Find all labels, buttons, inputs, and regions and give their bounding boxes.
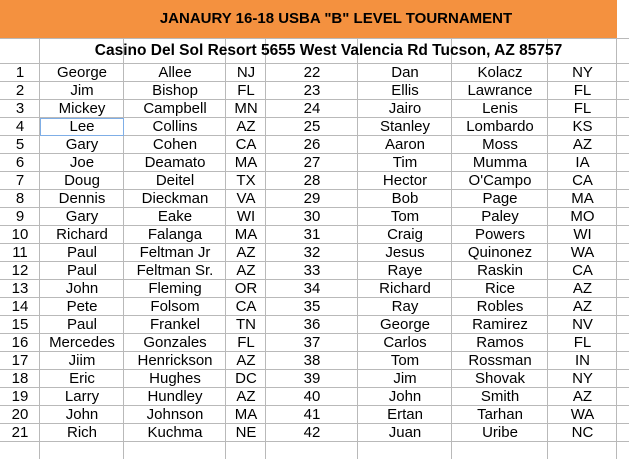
right-number-cell[interactable]: 33 (303, 262, 321, 279)
right-state-cell[interactable]: NC (571, 424, 594, 441)
right-number-cell[interactable]: 29 (303, 190, 321, 207)
header-fill-right[interactable] (548, 0, 617, 38)
right-number-cell[interactable]: 36 (303, 316, 321, 333)
left-state-cell[interactable]: MA (234, 154, 258, 171)
left-number-cell[interactable]: 18 (11, 370, 29, 387)
right-number-cell[interactable]: 34 (303, 280, 321, 297)
right-number-cell[interactable]: 26 (303, 136, 321, 153)
left-number-cell[interactable]: 4 (15, 118, 25, 135)
left-last-name-cell[interactable]: Feltman Jr (139, 244, 211, 261)
left-last-name-cell[interactable]: Hundley (147, 388, 203, 405)
left-state-cell[interactable]: MA (234, 226, 258, 243)
right-last-name-cell[interactable]: Rossman (468, 352, 532, 369)
left-first-name-cell[interactable]: Paul (66, 316, 98, 333)
left-number-cell[interactable]: 12 (11, 262, 29, 279)
left-last-name-cell[interactable]: Campbell (143, 100, 207, 117)
right-number-cell[interactable]: 42 (303, 424, 321, 441)
left-first-name-cell[interactable]: Lee (40, 118, 124, 136)
right-number-cell[interactable]: 31 (303, 226, 321, 243)
left-first-name-cell[interactable]: John (65, 406, 99, 423)
left-state-cell[interactable]: CA (235, 298, 257, 315)
left-state-cell[interactable]: AZ (236, 388, 256, 405)
tournament-title[interactable]: JANAURY 16-18 USBA "B" LEVEL TOURNAMENT (124, 0, 548, 38)
left-first-name-cell[interactable]: Jim (70, 82, 94, 99)
left-number-cell[interactable]: 5 (15, 136, 25, 153)
right-state-cell[interactable]: MA (571, 190, 594, 207)
right-number-cell[interactable]: 35 (303, 298, 321, 315)
left-first-name-cell[interactable]: Pete (66, 298, 98, 315)
right-last-name-cell[interactable]: Page (482, 190, 518, 207)
venue-address[interactable]: Casino Del Sol Resort 5655 West Valencia Rd Tucson, AZ 85757 (94, 42, 563, 59)
right-state-cell[interactable]: IA (575, 154, 590, 171)
left-number-cell[interactable]: 9 (15, 208, 25, 225)
right-number-cell[interactable]: 39 (303, 370, 321, 387)
right-last-name-cell[interactable]: Tarhan (477, 406, 523, 423)
left-state-cell[interactable]: CA (235, 136, 257, 153)
right-last-name-cell[interactable]: Robles (476, 298, 524, 315)
right-first-name-cell[interactable]: Richard (379, 280, 431, 297)
left-last-name-cell[interactable]: Kuchma (147, 424, 203, 441)
left-number-cell[interactable]: 2 (15, 82, 25, 99)
right-first-name-cell[interactable]: Tom (390, 208, 420, 225)
left-state-cell[interactable]: AZ (236, 262, 256, 279)
left-state-cell[interactable]: AZ (236, 118, 256, 135)
left-number-cell[interactable]: 11 (12, 244, 28, 261)
right-first-name-cell[interactable]: Bob (391, 190, 419, 207)
right-state-cell[interactable]: CA (572, 172, 593, 189)
right-first-name-cell[interactable]: Hector (382, 172, 428, 189)
right-state-cell[interactable]: FL (573, 334, 592, 351)
left-number-cell[interactable]: 13 (11, 280, 29, 297)
right-state-cell[interactable]: AZ (572, 280, 593, 297)
left-state-cell[interactable]: AZ (236, 352, 256, 369)
right-state-cell[interactable]: CA (572, 262, 593, 279)
left-state-cell[interactable]: FL (237, 82, 255, 99)
left-first-name-cell[interactable]: John (65, 280, 99, 297)
left-state-cell[interactable]: MA (234, 406, 258, 423)
right-last-name-cell[interactable]: Kolacz (477, 64, 523, 81)
right-last-name-cell[interactable]: Shovak (474, 370, 526, 387)
right-first-name-cell[interactable]: Ellis (391, 82, 419, 99)
left-last-name-cell[interactable]: Feltman Sr. (136, 262, 214, 279)
right-first-name-cell[interactable]: Jesus (385, 244, 425, 261)
right-last-name-cell[interactable]: Ramirez (472, 316, 528, 333)
right-last-name-cell[interactable]: Lombardo (466, 118, 534, 135)
right-number-cell[interactable]: 27 (303, 154, 321, 171)
left-first-name-cell[interactable]: Mercedes (49, 334, 115, 351)
left-number-cell[interactable]: 16 (11, 334, 29, 351)
left-state-cell[interactable]: AZ (236, 244, 256, 261)
left-last-name-cell[interactable]: Fleming (148, 280, 202, 297)
right-state-cell[interactable]: WA (570, 406, 595, 423)
left-first-name-cell[interactable]: Larry (64, 388, 100, 405)
left-last-name-cell[interactable]: Folsom (150, 298, 200, 315)
right-state-cell[interactable]: AZ (572, 136, 593, 153)
right-number-cell[interactable]: 28 (303, 172, 321, 189)
left-first-name-cell[interactable]: Joe (69, 154, 95, 171)
right-state-cell[interactable]: WI (573, 226, 592, 243)
right-last-name-cell[interactable]: Raskin (477, 262, 523, 279)
left-last-name-cell[interactable]: Gonzales (143, 334, 207, 351)
left-last-name-cell[interactable]: Frankel (149, 316, 201, 333)
left-number-cell[interactable]: 3 (15, 100, 25, 117)
left-first-name-cell[interactable]: Doug (64, 172, 100, 189)
right-first-name-cell[interactable]: Ray (391, 298, 419, 315)
left-first-name-cell[interactable]: Eric (69, 370, 95, 387)
right-last-name-cell[interactable]: Lenis (482, 100, 518, 117)
right-number-cell[interactable]: 40 (303, 388, 321, 405)
left-number-cell[interactable]: 1 (15, 64, 25, 81)
right-first-name-cell[interactable]: Tim (392, 154, 418, 171)
left-last-name-cell[interactable]: Eake (157, 208, 193, 225)
right-first-name-cell[interactable]: Raye (387, 262, 423, 279)
left-first-name-cell[interactable]: Mickey (58, 100, 106, 117)
left-first-name-cell[interactable]: Dennis (58, 190, 106, 207)
left-last-name-cell[interactable]: Johnson (146, 406, 204, 423)
left-number-cell[interactable]: 19 (11, 388, 29, 405)
right-last-name-cell[interactable]: Mumma (472, 154, 528, 171)
left-last-name-cell[interactable]: Bishop (152, 82, 198, 99)
right-last-name-cell[interactable]: Moss (482, 136, 518, 153)
left-state-cell[interactable]: MN (234, 100, 258, 117)
left-number-cell[interactable]: 7 (15, 172, 25, 189)
left-number-cell[interactable]: 20 (11, 406, 29, 423)
left-first-name-cell[interactable]: Paul (66, 262, 98, 279)
right-state-cell[interactable]: WA (570, 244, 595, 261)
right-number-cell[interactable]: 38 (303, 352, 321, 369)
right-first-name-cell[interactable]: Juan (388, 424, 422, 441)
right-first-name-cell[interactable]: Jairo (388, 100, 422, 117)
right-last-name-cell[interactable]: Rice (484, 280, 515, 297)
right-first-name-cell[interactable]: John (388, 388, 422, 405)
left-last-name-cell[interactable]: Hughes (149, 370, 201, 387)
left-state-cell[interactable]: FL (237, 334, 255, 351)
left-state-cell[interactable]: DC (235, 370, 257, 387)
left-number-cell[interactable]: 14 (11, 298, 29, 315)
left-number-cell[interactable]: 21 (11, 424, 29, 441)
right-number-cell[interactable]: 32 (303, 244, 321, 261)
left-first-name-cell[interactable]: Rich (66, 424, 97, 441)
left-first-name-cell[interactable]: Richard (56, 226, 108, 243)
left-state-cell[interactable]: TX (236, 172, 256, 189)
left-first-name-cell[interactable]: George (56, 64, 108, 81)
right-last-name-cell[interactable]: Lawrance (467, 82, 533, 99)
left-first-name-cell[interactable]: Jiim (68, 352, 96, 369)
right-first-name-cell[interactable]: Craig (387, 226, 423, 243)
right-state-cell[interactable]: AZ (572, 298, 593, 315)
right-last-name-cell[interactable]: O'Campo (468, 172, 532, 189)
right-last-name-cell[interactable]: Uribe (482, 424, 518, 441)
right-number-cell[interactable]: 37 (303, 334, 321, 351)
right-last-name-cell[interactable]: Paley (481, 208, 519, 225)
right-first-name-cell[interactable]: Dan (391, 64, 419, 81)
right-last-name-cell[interactable]: Ramos (476, 334, 524, 351)
right-last-name-cell[interactable]: Quinonez (467, 244, 533, 261)
right-number-cell[interactable]: 30 (303, 208, 321, 225)
right-first-name-cell[interactable]: George (379, 316, 431, 333)
left-state-cell[interactable]: NJ (236, 64, 256, 81)
left-number-cell[interactable]: 8 (15, 190, 25, 207)
right-state-cell[interactable]: IN (575, 352, 590, 369)
header-fill-left[interactable] (0, 0, 124, 38)
left-first-name-cell[interactable]: Gary (65, 208, 99, 225)
left-state-cell[interactable]: VA (236, 190, 256, 207)
left-last-name-cell[interactable]: Henrickson (137, 352, 213, 369)
left-state-cell[interactable]: TN (236, 316, 256, 333)
right-state-cell[interactable]: AZ (572, 388, 593, 405)
left-last-name-cell[interactable]: Collins (152, 118, 198, 135)
right-last-name-cell[interactable]: Smith (480, 388, 520, 405)
left-state-cell[interactable]: WI (236, 208, 256, 225)
right-number-cell[interactable]: 41 (303, 406, 321, 423)
right-last-name-cell[interactable]: Powers (474, 226, 526, 243)
left-last-name-cell[interactable]: Falanga (147, 226, 203, 243)
right-state-cell[interactable]: KS (572, 118, 593, 135)
left-last-name-cell[interactable]: Allee (158, 64, 192, 81)
left-state-cell[interactable]: NE (235, 424, 257, 441)
right-state-cell[interactable]: MO (570, 208, 595, 225)
right-first-name-cell[interactable]: Carlos (383, 334, 427, 351)
left-number-cell[interactable]: 6 (15, 154, 25, 171)
left-last-name-cell[interactable]: Deamato (144, 154, 206, 171)
right-state-cell[interactable]: NV (572, 316, 593, 333)
right-number-cell[interactable]: 24 (303, 100, 321, 117)
right-first-name-cell[interactable]: Ertan (387, 406, 423, 423)
right-first-name-cell[interactable]: Stanley (379, 118, 431, 135)
left-number-cell[interactable]: 15 (11, 316, 29, 333)
right-state-cell[interactable]: FL (573, 82, 592, 99)
left-first-name-cell[interactable]: Paul (66, 244, 98, 261)
right-first-name-cell[interactable]: Aaron (384, 136, 426, 153)
left-number-cell[interactable]: 17 (11, 352, 29, 369)
left-last-name-cell[interactable]: Deitel (155, 172, 195, 189)
right-state-cell[interactable]: NY (572, 64, 593, 81)
left-state-cell[interactable]: OR (234, 280, 258, 297)
right-number-cell[interactable]: 22 (303, 64, 321, 81)
right-first-name-cell[interactable]: Tom (390, 352, 420, 369)
left-first-name-cell[interactable]: Gary (65, 136, 99, 153)
right-state-cell[interactable]: FL (573, 100, 592, 117)
left-last-name-cell[interactable]: Dieckman (141, 190, 209, 207)
right-state-cell[interactable]: NY (572, 370, 593, 387)
left-number-cell[interactable]: 10 (11, 226, 29, 243)
right-first-name-cell[interactable]: Jim (393, 370, 417, 387)
left-last-name-cell[interactable]: Cohen (152, 136, 198, 153)
right-number-cell[interactable]: 23 (303, 82, 321, 99)
right-number-cell[interactable]: 25 (303, 118, 321, 135)
